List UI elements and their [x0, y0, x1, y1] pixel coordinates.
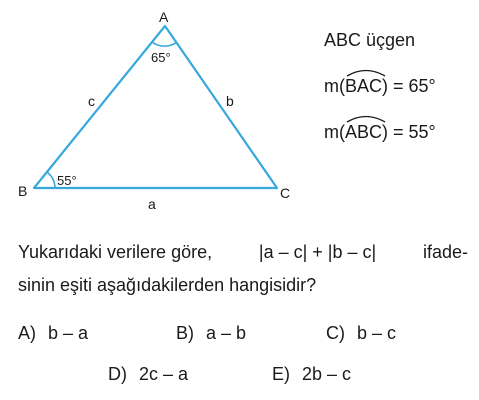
option-a-key: A): [18, 323, 36, 343]
option-e[interactable]: [272, 364, 351, 385]
angle-b-label: 55°: [57, 173, 77, 188]
triangle-title: ABC üçgen: [324, 30, 416, 50]
option-b-key: B): [176, 323, 194, 343]
vertex-a-label: A: [159, 9, 169, 25]
angle-bac-value: ) = 65°: [382, 76, 436, 96]
option-a[interactable]: [18, 323, 88, 344]
angle-a-label: 65°: [151, 50, 171, 65]
question-line-2: sinin eşiti aşağıdakilerden hangisidir?: [18, 275, 317, 295]
arc-mark-icon: [345, 113, 387, 123]
angle-bac-name: BAC: [345, 76, 383, 96]
option-b-text: a – b: [206, 323, 247, 343]
option-b[interactable]: [176, 323, 246, 344]
triangle-figure: [0, 0, 320, 220]
option-d-key: D): [108, 364, 127, 384]
arc-mark-icon: [345, 67, 387, 77]
option-d[interactable]: [108, 364, 188, 385]
vertex-c-label: C: [280, 185, 291, 201]
question-line1-end: ifade-: [422, 242, 468, 262]
option-c-key: C): [326, 323, 345, 343]
angle-bac-arc-text: [345, 76, 382, 97]
side-c-label: c: [88, 93, 95, 109]
option-a-text: b – a: [48, 323, 89, 343]
question-expression: |a – c| + |b – c|: [258, 242, 377, 262]
given-angle-bac: [324, 76, 436, 97]
angle-abc-prefix: m(: [324, 122, 345, 142]
vertex-b-label: B: [18, 183, 28, 199]
question-line-1: [18, 236, 468, 269]
option-c[interactable]: [326, 323, 396, 344]
angle-arc-a: [152, 42, 177, 46]
question-text: [18, 236, 468, 302]
side-b-label: b: [226, 93, 234, 109]
side-a-label: a: [148, 196, 156, 212]
option-e-text: 2b – c: [302, 364, 352, 384]
option-e-key: E): [272, 364, 290, 384]
angle-abc-value: ) = 55°: [382, 122, 436, 142]
option-d-text: 2c – a: [139, 364, 189, 384]
given-angle-abc: [324, 122, 436, 143]
option-c-text: b – c: [357, 323, 397, 343]
angle-abc-arc-text: [345, 122, 382, 143]
angle-arc-b: [47, 172, 55, 188]
question-intro: Yukarıdaki verilere göre,: [18, 242, 213, 262]
angle-abc-name: ABC: [345, 122, 383, 142]
angle-bac-prefix: m(: [324, 76, 345, 96]
